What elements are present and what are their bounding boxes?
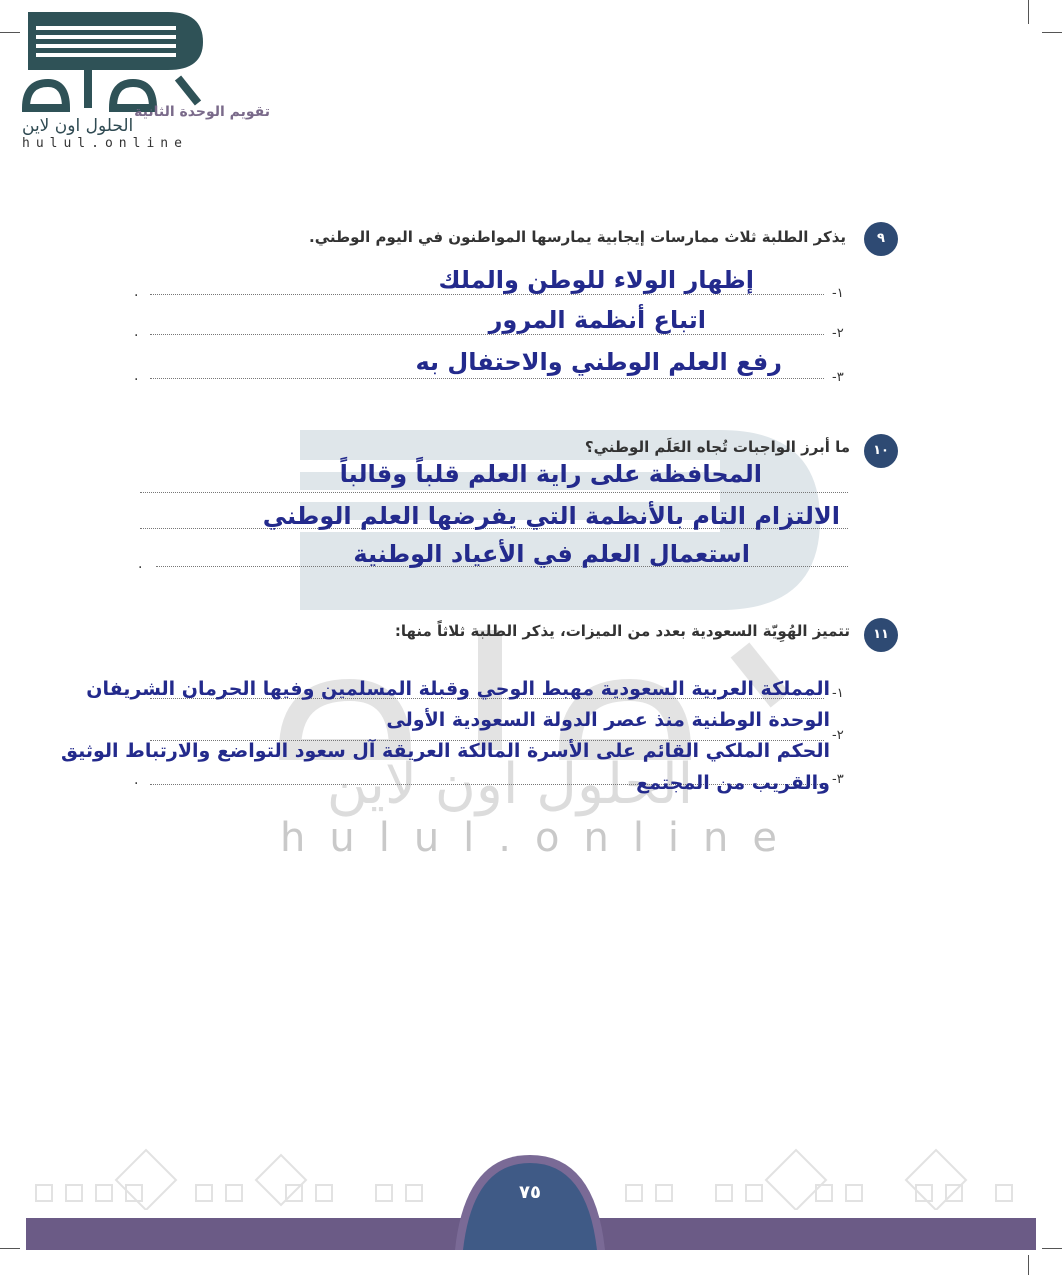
question-9-badge: ٩ <box>864 222 898 256</box>
footer-pattern-left <box>26 1140 446 1210</box>
q11-line-3-period: . <box>134 772 139 788</box>
crop-mark <box>1028 0 1029 24</box>
page-number: ٧٥ <box>519 1182 541 1203</box>
crop-mark <box>1028 1255 1029 1275</box>
site-logo-icon <box>18 8 208 118</box>
question-9-text: يذكر الطلبة ثلاث ممارسات إيجابية يمارسها المواطنون في اليوم الوطني. <box>309 228 846 246</box>
q11-line-3-number: ٣- <box>832 772 844 787</box>
q9-answer-3: رفع العلم الوطني والاحتفال به <box>415 348 782 376</box>
q9-line-3 <box>150 378 824 379</box>
question-10-badge: ١٠ <box>864 434 898 468</box>
footer-pattern-right <box>616 1140 1036 1210</box>
crop-mark <box>0 1248 20 1249</box>
q9-line-3-period: . <box>134 368 139 384</box>
question-11-badge: ١١ <box>864 618 898 652</box>
q10-answer-3: استعمال العلم في الأعياد الوطنية <box>353 540 750 568</box>
q9-line-2-period: . <box>134 324 139 340</box>
q10-answer-1: المحافظة على راية العلم قلباً وقالباً <box>339 460 762 488</box>
question-11-text: تتميز الهُوِيّة السعودية بعدد من الميزات، يذكر الطلبة ثلاثاً منها: <box>394 622 850 640</box>
unit-title: تقويم الوحدة الثانية <box>134 104 270 120</box>
q11-answer-2: الوحدة الوطنية منذ عصر الدولة السعودية الأولى <box>386 709 830 731</box>
q11-line-2-number: ٢- <box>832 728 844 743</box>
crop-mark <box>0 32 20 33</box>
watermark-text: الحلول اون لاين <box>326 752 694 817</box>
logo-text: الحلول اون لاين <box>22 116 134 136</box>
q11-answer-3: الحكم الملكي القائم على الأسرة المالكة العريقة آل سعود التواضع والارتباط الوثيق <box>60 740 830 762</box>
q10-line-1 <box>140 492 848 493</box>
q9-line-3-number: ٣- <box>832 370 844 385</box>
crop-mark <box>1042 1248 1062 1249</box>
q10-line-3-period: . <box>138 556 143 572</box>
q9-line-1 <box>150 294 824 295</box>
q9-line-1-number: ١- <box>832 286 844 301</box>
q11-answer-1: المملكة العربية السعودية مهبط الوحي وقبلة المسلمين وفيها الحرمان الشريفان <box>86 678 830 700</box>
q9-line-2-number: ٢- <box>832 326 844 341</box>
crop-mark <box>1042 32 1062 33</box>
question-10-text: ما أبرز الواجبات تُجاه العَلَم الوطني؟ <box>584 438 850 456</box>
q9-answer-2: اتباع أنظمة المرور <box>488 306 706 334</box>
q9-line-2 <box>150 334 824 335</box>
q9-line-1-period: . <box>134 284 139 300</box>
q9-answer-1: إظهار الولاء للوطن والملك <box>438 266 754 294</box>
watermark-url: hulul.online <box>280 815 802 861</box>
q10-answer-2: الالتزام التام بالأنظمة التي يفرضها العلم الوطني <box>262 502 840 530</box>
logo-url: hulul.online <box>22 136 188 151</box>
q11-answer-3-continued: والقريب من المجتمع <box>636 772 830 794</box>
q11-line-1-number: ١- <box>832 686 844 701</box>
